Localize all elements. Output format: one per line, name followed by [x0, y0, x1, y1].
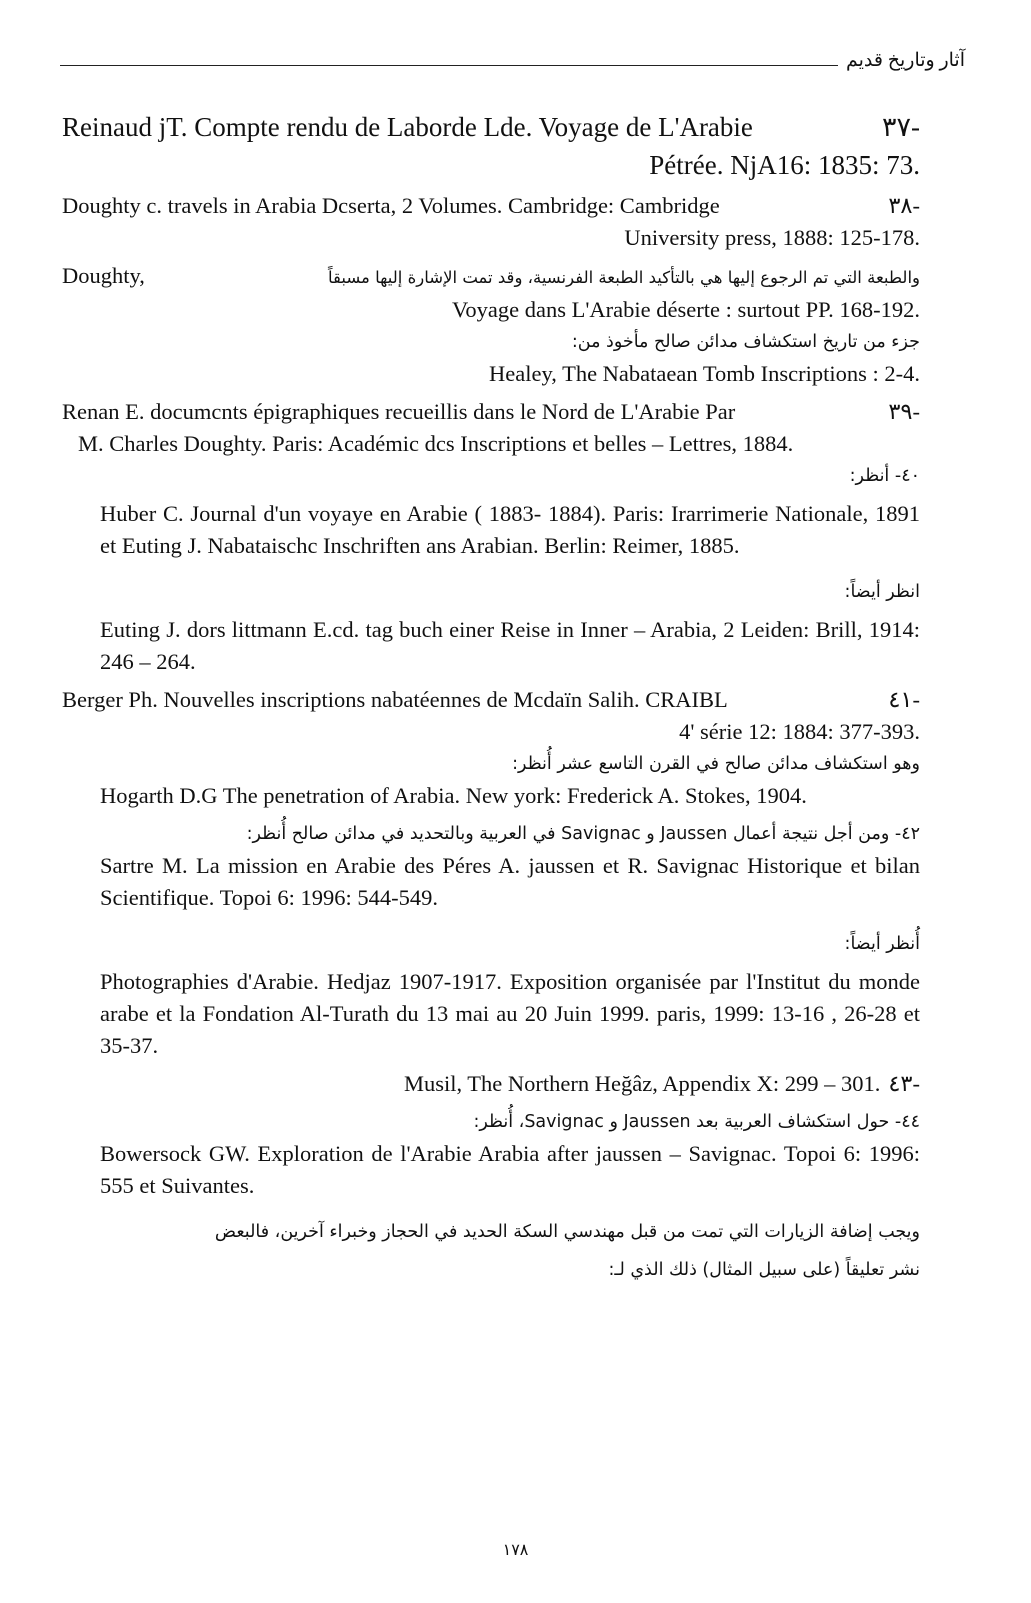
footnote-44-arabic: ٤٤- حول استكشاف العربية بعد Jaussen و Savignac، أُنظر: [473, 1112, 920, 1132]
footnote-40-label: ٤٠- أنظر: [849, 466, 920, 486]
footnote-41-number: -٤١ [888, 687, 920, 712]
footnote-39-text: Renan E. documcnts épigraphiques recueillis dans le Nord de L'Arabie Par [62, 399, 736, 424]
doughty-arabic: والطبعة التي تم الرجوع إليها هي بالتأكيد الطبعة الفرنسية، وقد تمت الإشارة إليها مسبقاً [327, 268, 920, 287]
footnotes [62, 108, 920, 1286]
doughty-french-note [62, 260, 920, 294]
page-number: ١٧٨ [502, 1540, 529, 1559]
footnote-38-text: Doughty c. travels in Arabia Dcserta, 2 Volumes. Cambridge: Cambridge [62, 193, 720, 218]
footnote-39-cont: M. Charles Doughty. Paris: Académic dcs Inscriptions et belles – Lettres, 1884. [78, 431, 794, 456]
footnote-37-text: Reinaud jT. Compte rendu de Laborde Lde. Voyage de L'Arabie [62, 112, 753, 142]
footnote-37 [62, 108, 920, 146]
footnote-42-text: Sartre M. La mission en Arabie des Péres A. jaussen et R. Savignac Historique et bilan Scientifique. Topoi 6: 1996: 544-549. [100, 853, 920, 910]
part-history-arabic: جزء من تاريخ استكشاف مدائن صالح مأخوذ من: [571, 332, 920, 352]
footnote-41 [62, 684, 920, 716]
footnote-37-cont: Pétrée. NjA16: 1835: 73. [649, 150, 920, 180]
footnote-43 [62, 1068, 920, 1100]
footnote-43-number: -٤٣ [888, 1071, 920, 1096]
footnote-39 [62, 396, 920, 428]
footnote-41-text: Berger Ph. Nouvelles inscriptions nabatéennes de Mcdaïn Salih. CRAIBL [62, 687, 728, 712]
footnote-42-see-also: أُنظر أيضاً: [844, 934, 920, 954]
footnote-42-arabic: ٤٢- ومن أجل نتيجة أعمال Jaussen و Savignac في العربية وبالتحديد في مدائن صالح أُنظر: [246, 824, 920, 844]
footnote-42-see-also-text: Photographies d'Arabie. Hedjaz 1907-1917. Exposition organisée par l'Institut du monde arabe et la Fondation Al-Turath du 13 mai au 20 Juin 1999. paris, 1999: 13-16 , 26-28 et 35-37. [100, 969, 920, 1058]
footnote-41-ref: Hogarth D.G The penetration of Arabia. New york: Frederick A. Stokes, 1904. [100, 783, 807, 808]
part-history-ref: Healey, The Nabataean Tomb Inscriptions : 2-4. [488, 361, 920, 386]
doughty-latin: Doughty, [62, 263, 145, 288]
header-title: آثار وتاريخ قديم [845, 50, 965, 71]
doughty-french-cont: Voyage dans L'Arabie déserte : surtout PP. 168-192. [452, 297, 920, 322]
footnote-40-see-also-text: Euting J. dors littmann E.cd. tag buch einer Reise in Inner – Arabia, 2 Leiden: Brill, 1914: 246 – 264. [100, 617, 920, 674]
footnote-41-cont: 4' série 12: 1884: 377-393. [679, 719, 920, 744]
closing-line-2: نشر تعليقاً (على سبيل المثال) ذلك الذي لـ: [608, 1260, 920, 1280]
footnote-40-text: Huber C. Journal d'un voyaye en Arabie ( 1883- 1884). Paris: Irarrimerie Nationale, 1891 et Euting J. Nabataischc Inschriften ans Arabian. Berlin: Reimer, 1885. [100, 501, 920, 558]
footnote-38-number: -٣٨ [888, 193, 920, 218]
footnote-38-cont: University press, 1888: 125-178. [624, 225, 920, 250]
footnote-37-number: -٣٧ [881, 112, 920, 142]
footnote-44-text: Bowersock GW. Exploration de l'Arabie Arabia after jaussen – Savignac. Topoi 6: 1996: 555 et Suivantes. [100, 1141, 920, 1198]
footnote-40-see-also: انظر أيضاً: [844, 582, 920, 602]
footnote-38 [62, 190, 920, 222]
running-header [60, 38, 965, 72]
closing-line-1: ويجب إضافة الزيارات التي تمت من قبل مهندسي السكة الحديد في الحجاز وخبراء آخرين، فالبعض [214, 1222, 920, 1242]
footnote-41-arabic-note: وهو استكشاف مدائن صالح في القرن التاسع عشر أُنظر: [512, 754, 920, 774]
footnote-39-number: -٣٩ [888, 399, 920, 424]
header-rule [60, 65, 838, 66]
footnote-43-text: Musil, The Northern Heğâz, Appendix X: 299 – 301. [403, 1071, 881, 1096]
